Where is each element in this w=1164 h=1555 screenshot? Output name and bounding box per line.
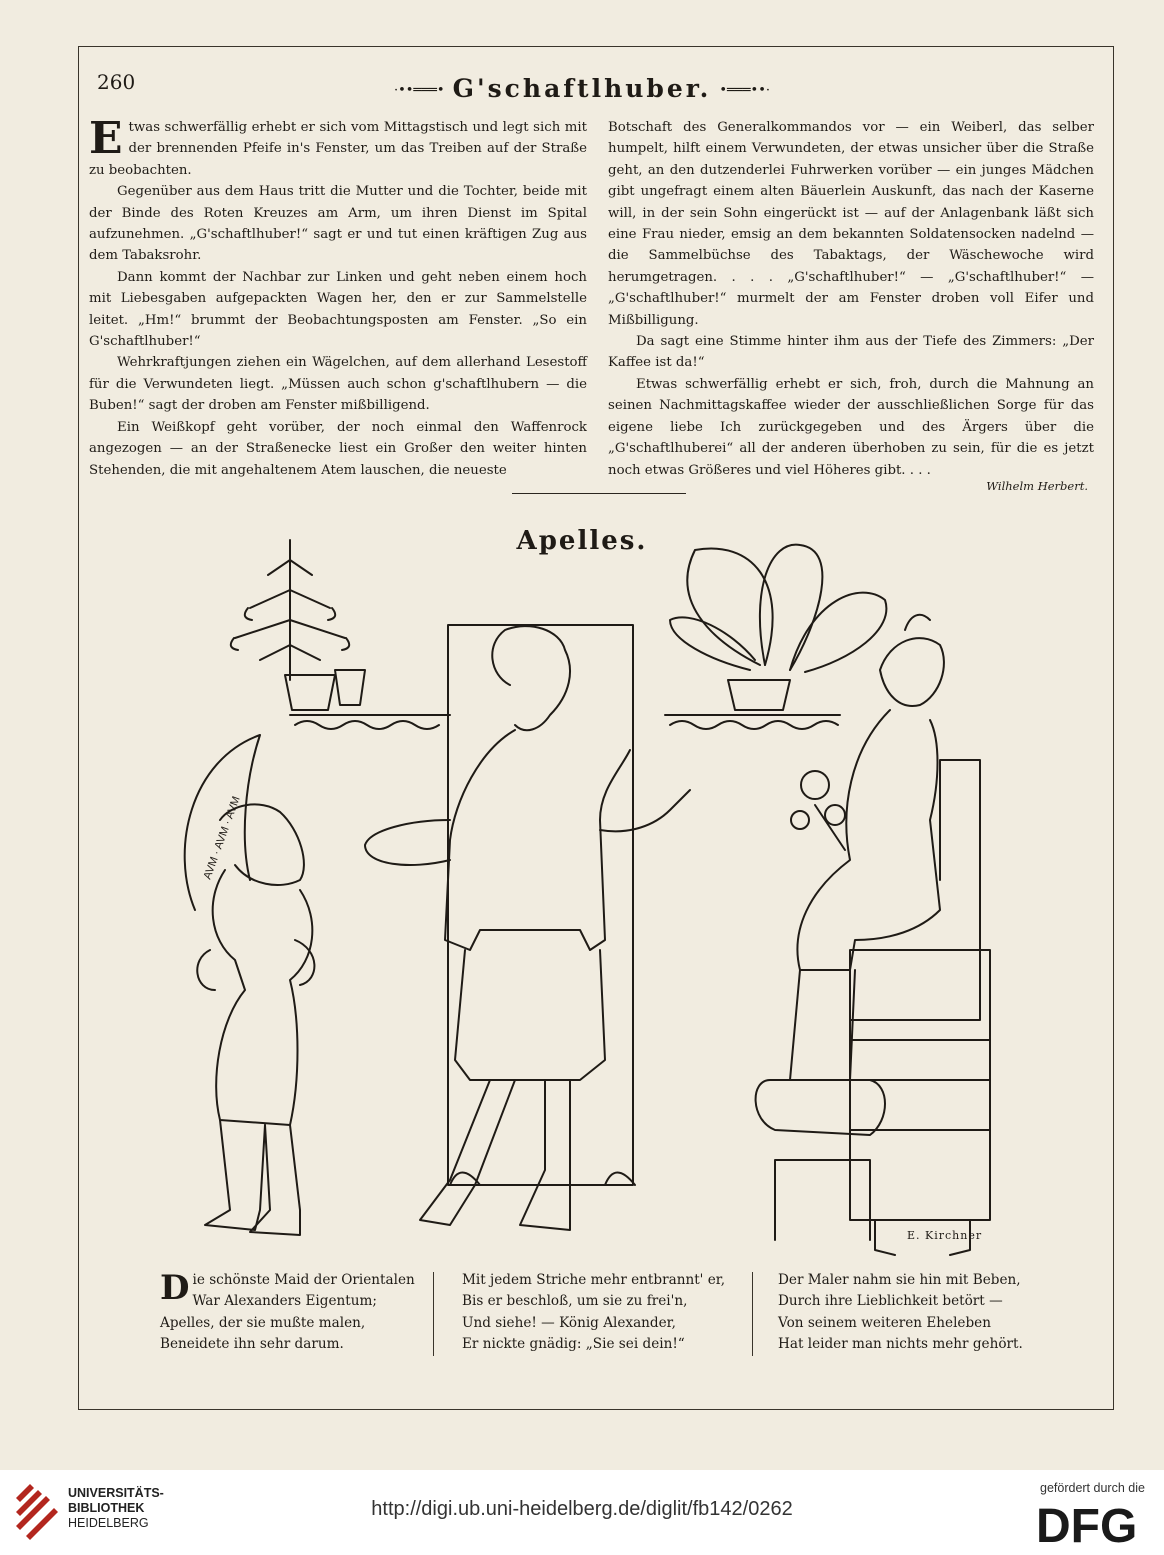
bouquet bbox=[791, 771, 845, 850]
alexander-figure bbox=[185, 735, 315, 1235]
paragraph: Dann kommt der Nachbar zur Linken und geht neben einem hoch mit Liebesgaben aufgepackten Wagen her, den er zur Sammelstelle leitet. „Hm!“ brummt der Beobachtungsposten am Fenster. „So ein G'schaftlhuber!“ bbox=[89, 269, 587, 350]
drop-cap: E bbox=[89, 113, 123, 164]
artist-signature: E. Kirchner bbox=[907, 1229, 983, 1242]
paragraph: Da sagt eine Stimme hinter ihm aus der Tiefe des Zimmers: „Der Kaffee ist da!“ bbox=[608, 334, 1094, 371]
ornament-right: •═══••· bbox=[719, 83, 771, 98]
source-url-link[interactable]: http://digi.ub.uni-heidelberg.de/diglit/fb142/0262 bbox=[371, 1498, 793, 1520]
canvas-easel bbox=[448, 625, 635, 1185]
poem-line: ie schönste Maid der Orientalen bbox=[192, 1272, 415, 1288]
stanza-divider bbox=[433, 1272, 434, 1356]
apelles-illustration bbox=[150, 520, 1030, 1260]
page-number: 260 bbox=[97, 70, 136, 94]
poem-line: Bis er beschloß, um sie zu frei'n, bbox=[462, 1293, 688, 1310]
drop-cap: D bbox=[160, 1268, 190, 1308]
funding-note: gefördert durch die bbox=[1040, 1481, 1145, 1495]
page-title-text: G'schaftlhuber. bbox=[452, 74, 712, 103]
article-column-left bbox=[89, 113, 587, 481]
poem-line: Hat leider man nichts mehr gehört. bbox=[778, 1336, 1023, 1353]
section-divider bbox=[512, 493, 686, 494]
helmet-inscription: AVM · AVM · AVM bbox=[201, 794, 243, 882]
paragraph: Etwas schwerfällig erhebt er sich vom Mittagstisch und legt sich mit der brennenden Pfeife in's Fenster, um das Treiben auf der Straße zu beobachten. bbox=[89, 113, 587, 178]
poem-stanza-3 bbox=[778, 1270, 1023, 1356]
poem-stanza-2 bbox=[462, 1270, 725, 1356]
ornament-left: ·••═══• bbox=[393, 83, 445, 98]
article-column-right bbox=[608, 117, 1094, 481]
stanza-divider bbox=[752, 1272, 753, 1356]
poem-line: Apelles, der sie mußte malen, bbox=[160, 1314, 366, 1331]
paragraph: Wehrkraftjungen ziehen ein Wägelchen, auf dem allerhand Lesestoff für die Verwundeten liegt. „Müssen auch schon g'schaftlhubern — die Buben!“ sagt der droben am Fenster mißbilligend. bbox=[89, 355, 587, 414]
poem-line: Durch ihre Lieblichkeit betört — bbox=[778, 1293, 1003, 1310]
potted-tree-left bbox=[231, 540, 365, 710]
poem-line: Von seinem weiteren Eheleben bbox=[778, 1314, 991, 1331]
svg-text:DFG: DFG bbox=[1036, 1500, 1138, 1548]
dfg-logo-icon bbox=[1036, 1498, 1148, 1548]
poem-stanza-1 bbox=[160, 1268, 415, 1356]
wall-shelf-left bbox=[290, 715, 450, 729]
poem-line: Der Maler nahm sie hin mit Beben, bbox=[778, 1272, 1021, 1288]
paragraph: Botschaft des Generalkommandos vor — ein Weiberl, das selber humpelt, hilft einem Verwundeten, der etwas unsicher über die Straße geht, an den dutzenderlei Fuhrwerken vorüber — ein junges Mädchen gibt ungefragt einem alten Bäuerlein Auskunft, das nach der Kaserne will, in der sein Sohn eingerückt ist — auf der Anlagenbank läßt sich eine Frau nieder, emsig an dem bekannten Soldatensocken nadelnd — die Sammelbüchse des Tabaktags, der Wäschewoche wird herumgetragen. . . . „G'schaftlhuber!“ — „G'schaftlhuber!“ — „G'schaftlhuber!“ murmelt der am Fenster droben voll Eifer und Mißbilligung. bbox=[608, 120, 1094, 328]
footer-bar bbox=[0, 1470, 1164, 1555]
apelles-figure bbox=[365, 626, 690, 1230]
paragraph: Ein Weißkopf geht vorüber, der noch einmal den Waffenrock angezogen — an der Straßenecke liest ein Großer den weiter hinten Stehenden, die mit angehaltenem Atem lauschen, die neueste bbox=[89, 419, 587, 478]
page-title bbox=[0, 74, 1164, 103]
paragraph: Etwas schwerfällig erhebt er sich, froh, durch die Mahnung an seinen Nachmittagskaffee wieder der ausschließlichen Sorge für das eigene liebe Ich zurückgegeben und des Ärgers über die „G'schaftlhuberei“ all der anderen überhoben zu sein, für die es jetzt noch etwas Größeres und viel Höheres gibt. . . . bbox=[608, 376, 1094, 478]
poem-line: War Alexanders Eigentum; bbox=[192, 1293, 377, 1310]
poem-line: Er nickte gnädig: „Sie sei dein!“ bbox=[462, 1336, 685, 1353]
poem-title: Apelles. bbox=[516, 526, 648, 556]
potted-palm-right bbox=[665, 545, 886, 729]
poem-line: Mit jedem Striche mehr entbrannt' er, bbox=[462, 1272, 726, 1288]
paragraph: Gegenüber aus dem Haus tritt die Mutter und die Tochter, beide mit der Binde des Roten Kreuzes am Arm, um ihren Dienst im Spital aufzunehmen. „G'schaftlhuber!“ sagt er und tut einen kräftigen Zug aus dem Tabaksrohr. bbox=[89, 184, 587, 264]
author-signature: Wilhelm Herbert. bbox=[986, 479, 1088, 493]
poem-line: Beneidete ihn sehr darum. bbox=[160, 1336, 344, 1353]
poem-line: Und siehe! — König Alexander, bbox=[462, 1314, 677, 1331]
library-name: UNIVERSITÄTS- BIBLIOTHEK HEIDELBERG bbox=[68, 1486, 164, 1530]
